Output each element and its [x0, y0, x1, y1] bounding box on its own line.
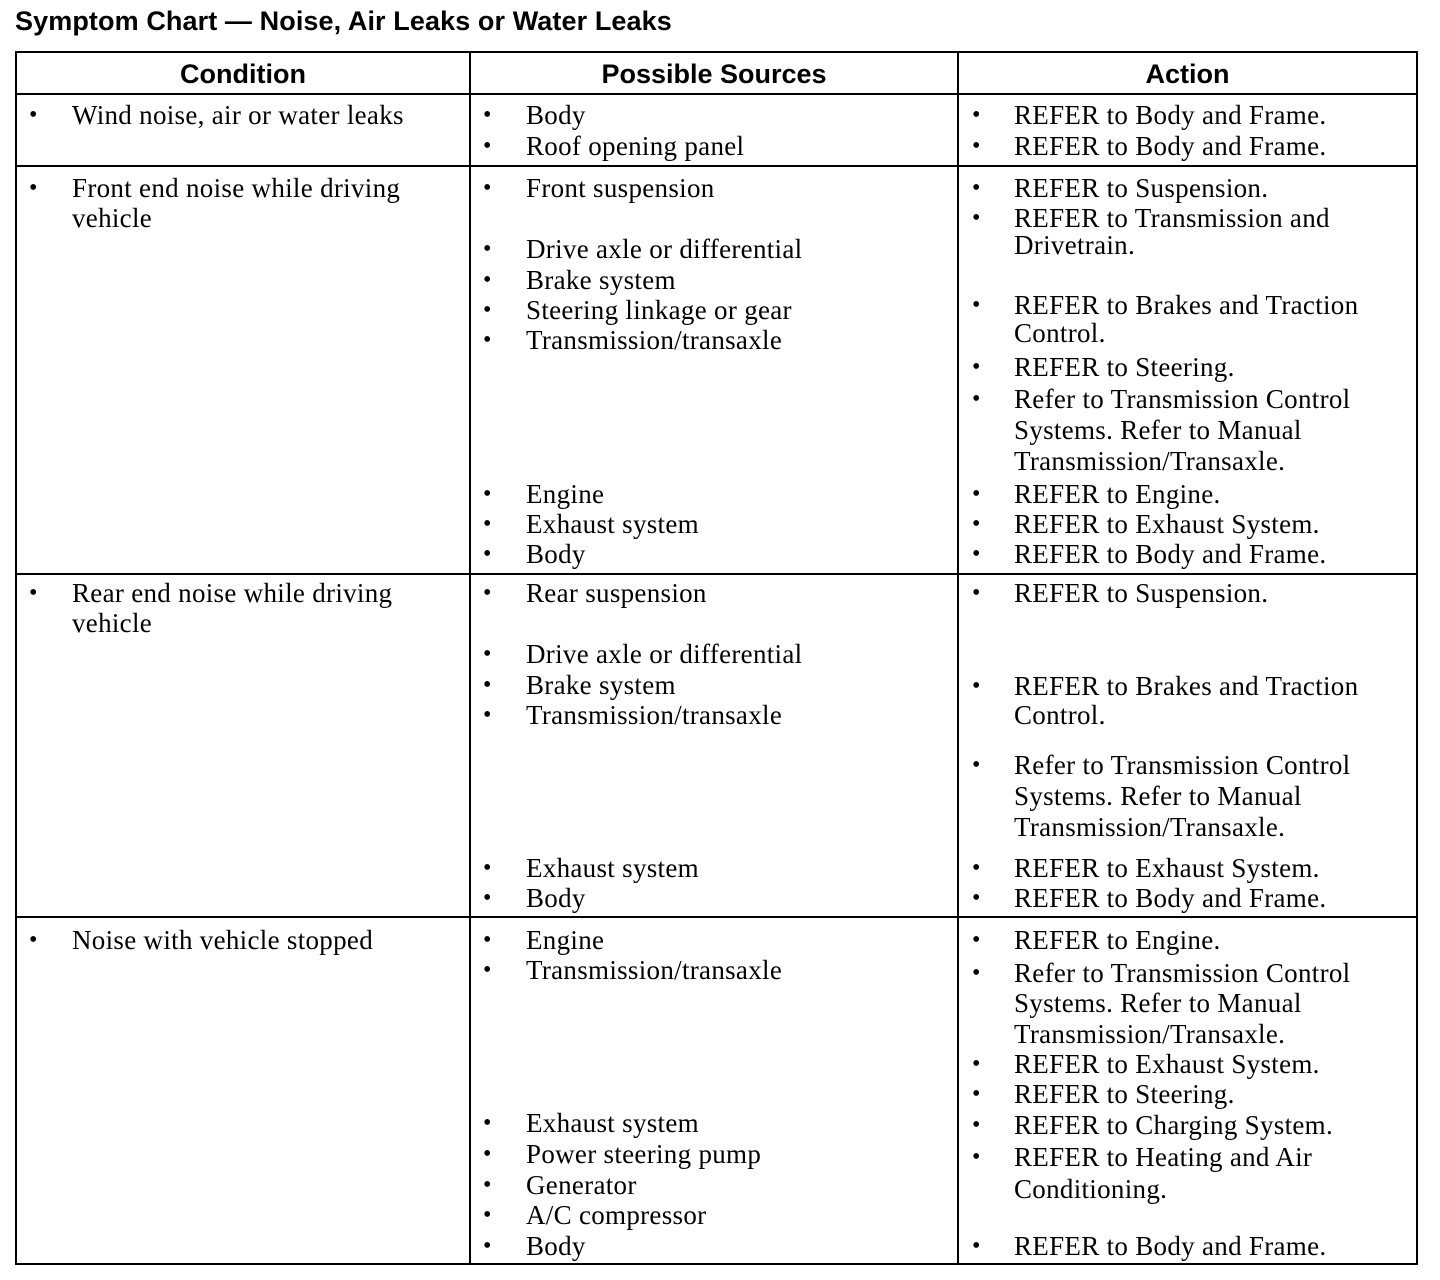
- bullet-icon: •: [483, 1202, 492, 1228]
- bullet-icon: •: [483, 885, 492, 911]
- condition-text: Noise with vehicle stopped: [72, 925, 373, 955]
- bullet-icon: •: [483, 236, 492, 262]
- bullet-icon: •: [972, 102, 981, 128]
- action-item: Control.: [1014, 318, 1106, 348]
- action-item: Transmission/Transaxle.: [1014, 1019, 1286, 1049]
- bullet-icon: •: [972, 1233, 981, 1259]
- source-item: Body: [526, 100, 586, 130]
- condition-text: Wind noise, air or water leaks: [72, 100, 404, 130]
- bullet-icon: •: [972, 752, 981, 778]
- bullet-icon: •: [972, 175, 981, 201]
- bullet-icon: •: [29, 175, 38, 201]
- row-divider: [17, 916, 1416, 918]
- source-item: Exhaust system: [526, 853, 699, 883]
- header-possible-sources: Possible Sources: [601, 59, 827, 89]
- source-item: A/C compressor: [526, 1200, 707, 1230]
- action-item: Transmission/Transaxle.: [1014, 812, 1286, 842]
- bullet-icon: •: [972, 205, 981, 231]
- action-item: Refer to Transmission Control: [1014, 958, 1351, 988]
- bullet-icon: •: [483, 175, 492, 201]
- bullet-icon: •: [972, 580, 981, 606]
- source-item: Transmission/transaxle: [526, 325, 783, 355]
- row-divider: [17, 165, 1416, 167]
- source-item: Brake system: [526, 670, 676, 700]
- column-divider: [957, 53, 959, 1263]
- bullet-icon: •: [972, 354, 981, 380]
- action-item: Systems. Refer to Manual: [1014, 415, 1302, 445]
- source-item: Steering linkage or gear: [526, 295, 792, 325]
- bullet-icon: •: [972, 1051, 981, 1077]
- bullet-icon: •: [972, 885, 981, 911]
- source-item: Front suspension: [526, 173, 715, 203]
- bullet-icon: •: [483, 580, 492, 606]
- condition-text: vehicle: [72, 203, 153, 233]
- action-item: Refer to Transmission Control: [1014, 750, 1351, 780]
- source-item: Generator: [526, 1170, 637, 1200]
- source-item: Body: [526, 1231, 586, 1261]
- source-item: Transmission/transaxle: [526, 700, 783, 730]
- source-item: Rear suspension: [526, 578, 707, 608]
- chart-title: Symptom Chart — Noise, Air Leaks or Water Leaks: [15, 6, 672, 36]
- bullet-icon: •: [483, 672, 492, 698]
- action-item: Drivetrain.: [1014, 230, 1136, 260]
- source-item: Body: [526, 883, 586, 913]
- bullet-icon: •: [483, 641, 492, 667]
- action-item: REFER to Exhaust System.: [1014, 509, 1320, 539]
- action-item: REFER to Engine.: [1014, 925, 1221, 955]
- bullet-icon: •: [972, 1112, 981, 1138]
- bullet-icon: •: [972, 511, 981, 537]
- bullet-icon: •: [972, 1081, 981, 1107]
- header-condition: Condition: [180, 59, 306, 89]
- bullet-icon: •: [972, 673, 981, 699]
- bullet-icon: •: [483, 297, 492, 323]
- header-action: Action: [1145, 59, 1230, 89]
- action-item: REFER to Steering.: [1014, 1079, 1235, 1109]
- header-divider: [17, 93, 1416, 95]
- bullet-icon: •: [483, 702, 492, 728]
- row-divider: [17, 573, 1416, 575]
- bullet-icon: •: [483, 511, 492, 537]
- action-item: REFER to Brakes and Traction: [1014, 671, 1359, 701]
- bullet-icon: •: [972, 855, 981, 881]
- source-item: Power steering pump: [526, 1139, 762, 1169]
- action-item: Refer to Transmission Control: [1014, 384, 1351, 414]
- action-item: REFER to Charging System.: [1014, 1110, 1334, 1140]
- action-item: REFER to Brakes and Traction: [1014, 290, 1359, 320]
- bullet-icon: •: [483, 102, 492, 128]
- action-item: Control.: [1014, 700, 1106, 730]
- source-item: Transmission/transaxle: [526, 955, 783, 985]
- source-item: Exhaust system: [526, 509, 699, 539]
- action-item: REFER to Steering.: [1014, 352, 1235, 382]
- bullet-icon: •: [483, 957, 492, 983]
- bullet-icon: •: [483, 133, 492, 159]
- bullet-icon: •: [972, 927, 981, 953]
- bullet-icon: •: [972, 292, 981, 318]
- bullet-icon: •: [483, 1141, 492, 1167]
- source-item: Body: [526, 539, 586, 569]
- bullet-icon: •: [972, 541, 981, 567]
- bullet-icon: •: [29, 580, 38, 606]
- bullet-icon: •: [483, 1172, 492, 1198]
- action-item: Systems. Refer to Manual: [1014, 988, 1302, 1018]
- bullet-icon: •: [972, 386, 981, 412]
- source-item: Engine: [526, 479, 605, 509]
- bullet-icon: •: [972, 133, 981, 159]
- action-item: REFER to Suspension.: [1014, 173, 1269, 203]
- action-item: REFER to Body and Frame.: [1014, 100, 1327, 130]
- bullet-icon: •: [483, 481, 492, 507]
- condition-text: vehicle: [72, 608, 153, 638]
- source-item: Exhaust system: [526, 1108, 699, 1138]
- symptom-table: [15, 51, 1418, 1265]
- bullet-icon: •: [483, 855, 492, 881]
- bullet-icon: •: [29, 927, 38, 953]
- bullet-icon: •: [29, 102, 38, 128]
- action-item: Conditioning.: [1014, 1174, 1168, 1204]
- action-item: REFER to Engine.: [1014, 479, 1221, 509]
- bullet-icon: •: [483, 267, 492, 293]
- column-divider: [469, 53, 471, 1263]
- bullet-icon: •: [483, 327, 492, 353]
- bullet-icon: •: [483, 1233, 492, 1259]
- source-item: Roof opening panel: [526, 131, 745, 161]
- action-item: REFER to Transmission and: [1014, 203, 1330, 233]
- action-item: REFER to Body and Frame.: [1014, 131, 1327, 161]
- action-item: REFER to Suspension.: [1014, 578, 1269, 608]
- bullet-icon: •: [483, 1110, 492, 1136]
- bullet-icon: •: [972, 481, 981, 507]
- source-item: Brake system: [526, 265, 676, 295]
- action-item: Transmission/Transaxle.: [1014, 446, 1286, 476]
- action-item: REFER to Body and Frame.: [1014, 1231, 1327, 1261]
- bullet-icon: •: [972, 1144, 981, 1170]
- action-item: REFER to Body and Frame.: [1014, 539, 1327, 569]
- action-item: REFER to Body and Frame.: [1014, 883, 1327, 913]
- source-item: Drive axle or differential: [526, 639, 803, 669]
- action-item: REFER to Heating and Air: [1014, 1142, 1313, 1172]
- bullet-icon: •: [972, 960, 981, 986]
- action-item: REFER to Exhaust System.: [1014, 853, 1320, 883]
- action-item: Systems. Refer to Manual: [1014, 781, 1302, 811]
- condition-text: Rear end noise while driving: [72, 578, 393, 608]
- bullet-icon: •: [483, 541, 492, 567]
- source-item: Drive axle or differential: [526, 234, 803, 264]
- bullet-icon: •: [483, 927, 492, 953]
- action-item: REFER to Exhaust System.: [1014, 1049, 1320, 1079]
- source-item: Engine: [526, 925, 605, 955]
- condition-text: Front end noise while driving: [72, 173, 401, 203]
